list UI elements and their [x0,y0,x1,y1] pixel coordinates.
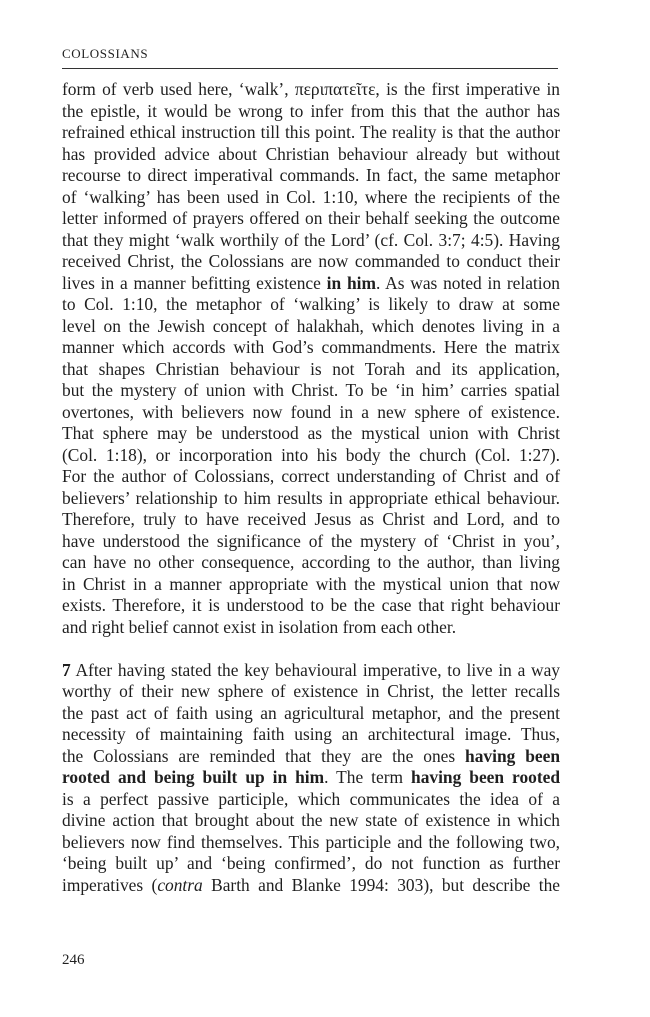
text-line [62,466,560,488]
text-run: that they might ‘walk worthily of the Lord’ (cf. Col. 3:7; 4:5). Having [62,229,560,250]
text-line [62,122,560,144]
text-run: necessity of maintaining faith using an architectural image. Thus, [62,724,560,744]
text-run: ‘being built up’ and ‘being confirmed’, do not function as further [62,853,560,873]
text-run: (Col. 1:18), or incorporation into his body the church (Col. 1:27). [62,444,560,465]
text-line [62,316,560,338]
text-run: can have no other consequence, according to the author, than living [62,552,560,572]
text-run: divine action that brought about the new state of existence in which [62,810,560,830]
text-line [62,660,560,682]
text-run: in Christ in a manner appropriate with the mystical union that now [62,573,560,594]
italic-text: contra [157,874,203,895]
text-line [62,208,560,230]
bold-text: rooted and being built up in him [62,767,325,787]
text-run: worthy of their new sphere of existence in Christ, the letter recalls [62,681,560,701]
text-run: recourse to direct imperatival commands. In fact, the same metaphor [62,165,560,185]
text-line [62,359,560,381]
text-line [62,703,560,725]
text-line [62,789,560,811]
bold-text: having been [465,745,560,766]
text-run: letter informed of prayers offered on their behalf seeking the outcome [62,208,560,228]
bold-text: 7 [62,659,71,680]
text-run: that shapes Christian behaviour is not Torah and its application, [62,358,560,379]
text-line [62,144,560,166]
text-line [62,79,560,101]
text-line [62,767,560,789]
text-run: and right belief cannot exist in isolation from each other. [62,616,457,637]
page-number: 246 [62,952,85,968]
text-line [62,509,560,531]
text-line [62,101,560,123]
text-line [62,294,560,316]
text-line [62,595,560,617]
text-run: is a perfect passive participle, which communicates the idea of a [62,788,560,809]
text-line [62,617,560,639]
text-line [62,445,560,467]
text-line [62,187,560,209]
text-line [62,681,560,703]
text-line [62,402,560,424]
running-head: COLOSSIANS [62,46,558,69]
text-line [62,875,560,897]
text-run: received Christ, the Colossians are now commanded to conduct their [62,251,560,271]
text-run: has provided advice about Christian behaviour already but without [62,143,560,164]
text-line [62,230,560,252]
text-line [62,273,560,295]
text-line [62,488,560,510]
bold-text: in him [326,272,376,293]
text-line [62,531,560,553]
text-line [62,423,560,445]
text-run: believers’ relationship to him results in appropriate ethical behaviour. [62,487,560,508]
text-line [62,574,560,596]
text-line [62,251,560,273]
text-run: of ‘walking’ has been used in Col. 1:10, where the recipients of the [62,186,560,207]
text-run: refrained ethical instruction till this point. The reality is that the author [62,122,560,142]
text-run: overtones, with believers now found in a new sphere of existence. [62,401,560,422]
text-run: Barth and Blanke 1994: 303), but describe the [202,874,560,895]
text-line [62,724,560,746]
text-line [62,337,560,359]
paragraph-1 [62,79,560,638]
body-text [62,79,560,896]
text-run: but the mystery of union with Christ. To be ‘in him’ carries spatial [62,380,560,400]
bold-text: having been rooted [411,767,561,787]
text-run: to Col. 1:10, the metaphor of ‘walking’ is likely to draw at some [62,294,560,314]
text-run: form of verb used here, ‘walk’, περιπατεῖτε, is the first imperative in [62,79,560,99]
text-run: manner which accords with God’s commandments. Here the matrix [62,337,560,357]
text-line [62,853,560,875]
text-line [62,810,560,832]
paragraph-gap [62,638,560,660]
text-run: have understood the significance of the mystery of ‘Christ in you’, [62,530,560,551]
text-run: exists. Therefore, it is understood to be the case that right behaviour [62,595,560,615]
text-run: That sphere may be understood as the mystical union with Christ [62,423,560,443]
text-run: the past act of faith using an agricultural metaphor, and the present [62,702,560,723]
text-line [62,552,560,574]
text-run: . As was noted in relation [375,272,560,293]
text-run: imperatives ( [62,874,158,895]
text-run: the epistle, it would be wrong to infer from this that the author has [62,100,560,121]
text-run: the Colossians are reminded that they are the ones [62,745,466,766]
text-run: Therefore, truly to have received Jesus as Christ and Lord, and to [62,509,560,529]
text-run: level on the Jewish concept of halakhah, which denotes living in a [62,315,560,336]
text-run: After having stated the key behavioural imperative, to live in a way [70,659,560,680]
text-run: For the author of Colossians, correct understanding of Christ and of [62,466,560,486]
text-line [62,165,560,187]
text-line [62,380,560,402]
text-run: believers now find themselves. This participle and the following two, [62,831,560,852]
text-line [62,832,560,854]
paragraph-2 [62,660,560,897]
text-line [62,746,560,768]
text-run: lives in a manner befitting existence [62,272,327,293]
text-run: . The term [324,767,412,787]
